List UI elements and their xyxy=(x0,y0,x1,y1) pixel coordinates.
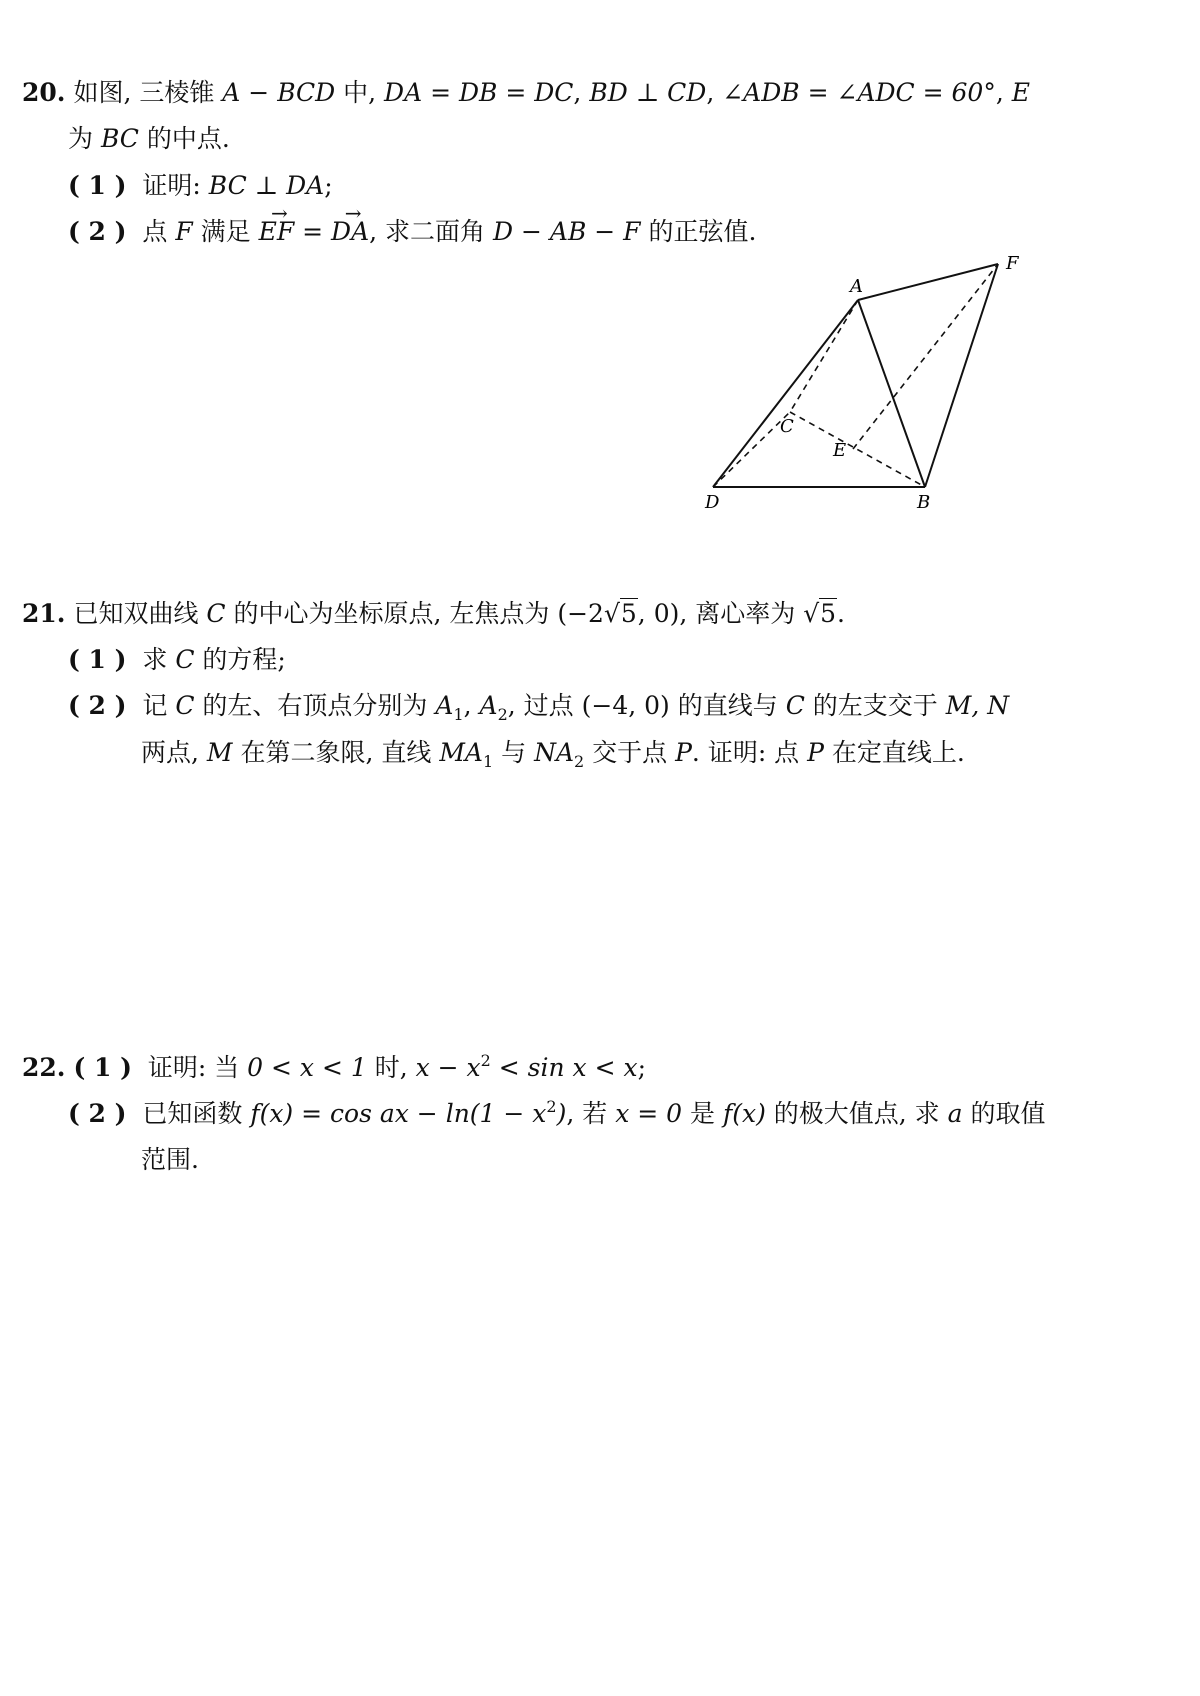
label-b: B xyxy=(917,492,931,513)
q22-part-2-line-2 xyxy=(141,1143,199,1177)
q21-number: 21. xyxy=(22,599,66,628)
q20-stem-text-c: 为 xyxy=(68,124,101,153)
edge-ab xyxy=(858,300,925,487)
q20-condition-perpendicular: BD ⊥ CD xyxy=(589,78,707,107)
q21-stem-text-a: 已知双曲线 xyxy=(73,599,207,628)
q21-vertex-a2-sub: 2 xyxy=(497,705,508,724)
q20-part2-text-c: , 求二面角 xyxy=(369,217,493,246)
q22-number: 22. xyxy=(22,1053,66,1082)
q20-comma: , xyxy=(573,78,590,107)
q22-part1-label: ( 1 ) xyxy=(73,1053,132,1082)
q20-part1-end: ; xyxy=(324,171,333,200)
q21-focus-sqrt: √5 xyxy=(603,599,637,628)
q20-stem-text-b: 中, xyxy=(335,78,385,107)
q20-segment-bc: BC xyxy=(100,124,139,153)
q20-equals: = xyxy=(294,217,332,246)
q20-stem-text-d: 的中点. xyxy=(138,124,230,153)
q21-point-p-2: P xyxy=(807,738,824,767)
q21-point-p: P xyxy=(675,738,692,767)
label-a: A xyxy=(850,276,863,297)
q21-separator: , xyxy=(463,691,480,720)
edge-ac xyxy=(790,300,858,412)
q22-part2-text-a: 已知函数 xyxy=(142,1099,251,1128)
edge-cb xyxy=(790,412,925,487)
q20-part2-text-a: 点 xyxy=(142,217,176,246)
q22-part-1 xyxy=(22,1051,646,1088)
q21-stem-end: . xyxy=(837,599,845,628)
q21-stem xyxy=(22,597,845,631)
q21-part2-text-k: 在定直线上. xyxy=(823,738,965,767)
q21-focus-radicand: 5 xyxy=(620,599,637,628)
edge-af xyxy=(858,264,998,300)
q21-part2-text-f: 两点, xyxy=(141,738,207,767)
q20-tetrahedron: A − BCD xyxy=(222,78,336,107)
edge-ef xyxy=(853,264,998,449)
q21-part-2-line-2 xyxy=(141,736,965,773)
q22-param-a: a xyxy=(947,1099,963,1128)
q21-part2-curve-2: C xyxy=(785,691,805,720)
q22-part-2-line-1 xyxy=(68,1097,1045,1134)
q21-part2-label: ( 2 ) xyxy=(68,691,127,720)
q22-range: 0 < x < 1 xyxy=(247,1053,367,1082)
q21-curve-c: C xyxy=(206,599,226,628)
q21-point-m: M xyxy=(206,738,233,767)
q22-part2-text-b: , 若 xyxy=(566,1099,616,1128)
q20-condition-equal-edges: DA = DB = DC xyxy=(384,78,574,107)
q22-part2-text-c: 是 xyxy=(682,1099,723,1128)
q20-part2-text-d: 的正弦值. xyxy=(640,217,757,246)
label-e: E xyxy=(833,440,847,461)
q21-part2-text-b: 的左、右顶点分别为 xyxy=(194,691,436,720)
q21-part2-text-h: 与 xyxy=(493,738,535,767)
q20-part1-label: ( 1 ) xyxy=(68,171,127,200)
q22-inequality-right: < sin x < x xyxy=(490,1053,638,1082)
q20-number: 20. xyxy=(22,78,66,107)
q22-inequality-left: x − x xyxy=(415,1053,481,1082)
q21-eccentricity-radicand: 5 xyxy=(820,599,837,628)
label-d: D xyxy=(705,492,720,513)
q21-focus-open: (−2 xyxy=(557,599,604,628)
q20-vector-da: → DA xyxy=(331,215,369,249)
q20-comma: , xyxy=(995,78,1012,107)
q21-part-2-line-1 xyxy=(68,689,1009,726)
q20-comma: , xyxy=(706,78,723,107)
q21-eccentricity-sqrt: √5 xyxy=(803,599,837,628)
q22-function-exponent: 2 xyxy=(546,1097,557,1116)
q22-part1-text-a: 证明: 当 xyxy=(147,1053,248,1082)
q20-part1-text: 证明: xyxy=(142,171,209,200)
edge-bf xyxy=(925,264,998,487)
q21-vertex-a1-sub: 1 xyxy=(453,705,464,724)
q21-part2-curve: C xyxy=(175,691,195,720)
q21-point: (−4, 0) xyxy=(581,691,670,720)
q20-part2-label: ( 2 ) xyxy=(68,217,127,246)
q22-inequality-exponent: 2 xyxy=(480,1051,491,1070)
q20-point-e: E xyxy=(1011,78,1030,107)
q21-part1-text-b: 的方程; xyxy=(194,645,286,674)
q20-part2-text-b: 满足 xyxy=(192,217,259,246)
edge-dc xyxy=(713,412,790,487)
q21-part2-text-i: 交于点 xyxy=(584,738,676,767)
q21-part2-text-d: 的直线与 xyxy=(669,691,786,720)
label-c: C xyxy=(780,416,794,437)
q21-line-na-sub: 2 xyxy=(574,752,585,771)
q21-line-ma: MA xyxy=(439,738,483,767)
q20-vector-ef: → EF xyxy=(259,215,295,249)
q21-vertex-a2: A xyxy=(479,691,498,720)
q21-part1-curve: C xyxy=(175,645,195,674)
q21-part2-text-c: , 过点 xyxy=(507,691,582,720)
q21-part2-text-e: 的左支交于 xyxy=(804,691,946,720)
q21-part1-text-a: 求 xyxy=(142,645,176,674)
label-f: F xyxy=(1006,253,1019,274)
q21-line-na: NA xyxy=(534,738,574,767)
q22-function-def: f(x) = cos ax − ln(1 − x xyxy=(250,1099,547,1128)
q20-point-f: F xyxy=(175,217,193,246)
q21-part-1 xyxy=(68,643,286,677)
q20-dihedral-angle: D − AB − F xyxy=(493,217,641,246)
q21-part2-text-g: 在第二象限, 直线 xyxy=(232,738,440,767)
q22-part2-label: ( 2 ) xyxy=(68,1099,127,1128)
q22-fx: f(x) xyxy=(722,1099,766,1128)
q21-part2-text-a: 记 xyxy=(142,691,176,720)
q22-x-zero: x = 0 xyxy=(615,1099,683,1128)
q22-part2-text-f: 范围. xyxy=(141,1145,199,1174)
q21-part2-text-j: . 证明: 点 xyxy=(691,738,808,767)
q22-part1-end: ; xyxy=(637,1053,647,1082)
q21-stem-text-c: , 离心率为 xyxy=(679,599,804,628)
q21-points-mn: M, N xyxy=(945,691,1010,720)
q20-part1-math: BC ⊥ DA xyxy=(208,171,325,200)
q22-part1-text-b: 时, xyxy=(366,1053,416,1082)
q22-function-close: ) xyxy=(556,1099,567,1128)
q20-stem-text-a: 如图, 三棱锥 xyxy=(73,78,223,107)
q22-part2-text-e: 的取值 xyxy=(962,1099,1046,1128)
q20-condition-angles: ∠ADB = ∠ADC = 60° xyxy=(722,78,996,107)
q21-line-ma-sub: 1 xyxy=(482,752,494,771)
q21-part1-label: ( 1 ) xyxy=(68,645,127,674)
q21-stem-text-b: 的中心为坐标原点, 左焦点为 xyxy=(225,599,558,628)
q21-focus-close: , 0) xyxy=(637,599,680,628)
q21-vertex-a1: A xyxy=(435,691,454,720)
q22-part2-text-d: 的极大值点, 求 xyxy=(765,1099,948,1128)
